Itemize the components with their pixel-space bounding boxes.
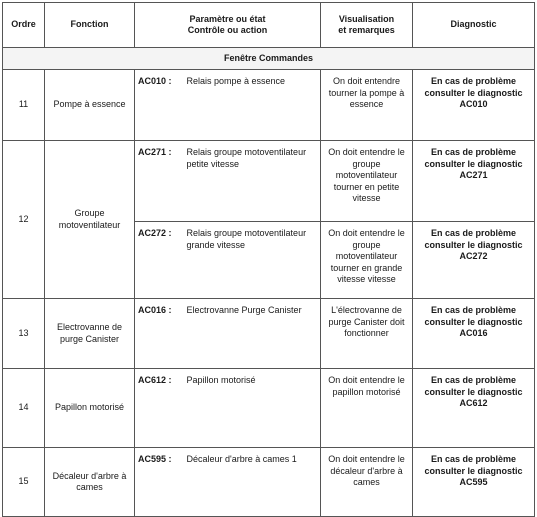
param-cell: Décaleur d'arbre à cames 1 [181, 448, 321, 517]
param-cell: Electrovanne Purge Canister [181, 299, 321, 369]
fonction-cell: Electrovanne de purge Canister [45, 299, 135, 369]
visu-cell: On doit entendre le groupe motoventilateur tourner en grande vitesse vitesse [321, 222, 413, 299]
section-title: Fenêtre Commandes [3, 48, 535, 70]
header-row [3, 3, 535, 48]
ordre-cell: 12 [3, 141, 45, 299]
code-cell: AC272 : [135, 222, 181, 299]
visu-cell: On doit entendre le groupe motoventilateur tourner en petite vitesse [321, 141, 413, 222]
diag-cell: En cas de problème consulter le diagnostic AC016 [413, 299, 535, 369]
header-visualisation-line2: et remarques [338, 25, 395, 35]
fonction-cell: Décaleur d'arbre à cames [45, 448, 135, 517]
ordre-cell: 11 [3, 70, 45, 141]
section-title-row [3, 48, 535, 70]
fonction-cell: Pompe à essence [45, 70, 135, 141]
table-row [3, 299, 535, 369]
visu-cell: On doit entendre le papillon motorisé [321, 369, 413, 448]
fonction-cell: Groupe motoventilateur [45, 141, 135, 299]
ordre-cell: 15 [3, 448, 45, 517]
diag-cell: En cas de problème consulter le diagnostic AC271 [413, 141, 535, 222]
header-fonction: Fonction [45, 3, 135, 48]
header-parametre [135, 3, 321, 48]
code-cell: AC612 : [135, 369, 181, 448]
visu-cell: On doit entendre tourner la pompe à essence [321, 70, 413, 141]
param-cell: Relais groupe motoventilateur petite vitesse [181, 141, 321, 222]
table-row [3, 448, 535, 517]
fonction-cell: Papillon motorisé [45, 369, 135, 448]
diag-cell: En cas de problème consulter le diagnostic AC272 [413, 222, 535, 299]
header-diagnostic: Diagnostic [413, 3, 535, 48]
table-row [3, 70, 535, 141]
code-cell: AC595 : [135, 448, 181, 517]
diag-cell: En cas de problème consulter le diagnostic AC612 [413, 369, 535, 448]
visu-cell: On doit entendre le décaleur d'arbre à cames [321, 448, 413, 517]
header-parametre-line2: Contrôle ou action [187, 25, 268, 35]
diag-cell: En cas de problème consulter le diagnostic AC010 [413, 70, 535, 141]
command-table [2, 2, 535, 517]
header-parametre-line1: Paramètre ou état [189, 13, 266, 24]
code-cell: AC271 : [135, 141, 181, 222]
table-row [3, 369, 535, 448]
param-cell: Papillon motorisé [181, 369, 321, 448]
param-cell: Relais pompe à essence [181, 70, 321, 141]
table-row [3, 141, 535, 222]
ordre-cell: 14 [3, 369, 45, 448]
header-visualisation [321, 3, 413, 48]
visu-cell: L'électrovanne de purge Canister doit fonctionner [321, 299, 413, 369]
code-cell: AC016 : [135, 299, 181, 369]
code-cell: AC010 : [135, 70, 181, 141]
diag-cell: En cas de problème consulter le diagnostic AC595 [413, 448, 535, 517]
param-cell: Relais groupe motoventilateur grande vitesse [181, 222, 321, 299]
header-visualisation-line1: Visualisation [338, 13, 395, 24]
header-ordre: Ordre [3, 3, 45, 48]
ordre-cell: 13 [3, 299, 45, 369]
